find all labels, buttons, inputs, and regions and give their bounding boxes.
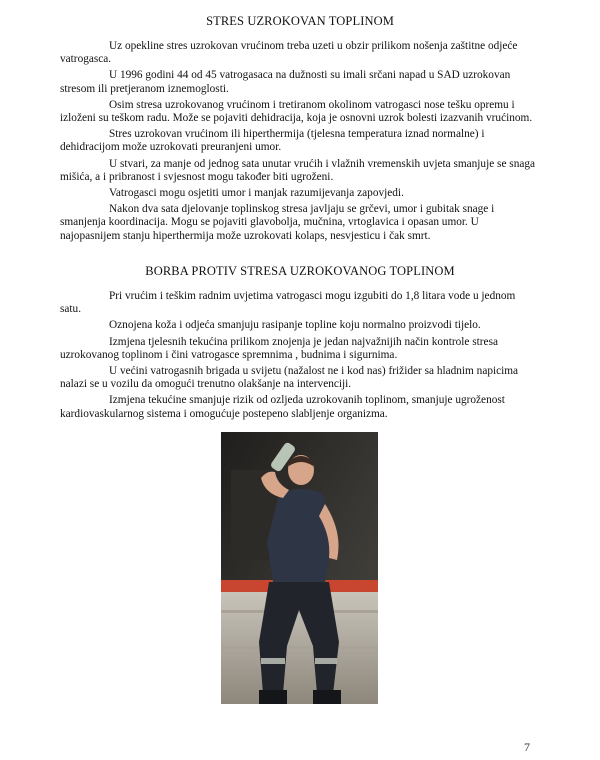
paragraph: U većini vatrogasnih brigada u svijetu (nažalost ne i kod nas) frižider sa hladnim napicima nalazi se u vozilu da omogući trenutno olakšanje na intervenciji. xyxy=(60,365,519,391)
paragraph: Osim stresa uzrokovanog vrućinom i tretiranom okolinom vatrogasci nose tešku opremu i izloženi su teškom radu. Može se pojaviti dehidracija, koja je osnovni uzrok bolesti izazvanih vrućinom. xyxy=(60,98,533,125)
paragraph: Stres uzrokovan vrućinom ili hiperthermija (tjelesna temperatura iznad normalne) i dehidracijom može uzrokovati preuranjeni umor. xyxy=(60,128,485,154)
paragraph: Nakon dva sata djelovanje toplinskog stresa javljaju se grčevi, umor i gubitak snage i smanjenja koordinacija. Mogu se pojaviti glavobolja, mučnina, vrtoglavica i opasan umor. U najopasnijem stanju hiperthermija može uzrokovati kolaps, nesvjesticu i čak smrt. xyxy=(60,203,495,242)
paragraph: U 1996 godini 44 od 45 vatrogasaca na dužnosti su imali srčani napad u SAD uzrokovan stresom ili pretjeranom iznemoglosti. xyxy=(60,69,511,95)
paragraph: Pri vrućim i teškim radnim uvjetima vatrogasci mogu izgubiti do 1,8 litara vode u jednom satu. xyxy=(60,290,516,316)
paragraph: Vatrogasci mogu osjetiti umor i manjak razumijevanja zapovjedi. xyxy=(109,187,404,200)
photo-illustration xyxy=(221,432,378,704)
paragraph: Oznojena koža i odjeća smanjuju rasipanje topline koju normalno proizvodi tijelo. xyxy=(109,319,481,332)
section-title-heat-stress: STRES UZROKOVAN TOPLINOM xyxy=(206,14,394,28)
page-number: 7 xyxy=(524,740,530,754)
paragraph: Uz opekline stres uzrokovan vrućinom treba uzeti u obzir prilikom nošenja zaštitne odjeće vatrogasca. xyxy=(60,40,518,66)
paragraph: Izmjena tekućine smanjuje rizik od ozljeda uzrokovanih toplinom, smanjuje ugroženost kardiovaskularnog sistema i omogućuje postepeno slabljenje organizma. xyxy=(60,394,505,420)
paragraph: Izmjena tjelesnih tekućina prilikom znojenja je jedan najvažnijih način kontrole stresa uzrokovanog toplinom i čini vatrogasce spremnima , budnima i sigurnima. xyxy=(60,335,498,361)
section-body-heat-stress xyxy=(60,40,538,246)
paragraph: U stvari, za manje od jednog sata unutar vrućih i vlažnih vremenskih uvjeta smanjuje se snaga mišića, a i pribranost i svjesnost mogu također biti ugroženi. xyxy=(60,157,536,183)
section-body-fighting-heat-stress xyxy=(60,290,538,424)
firefighter-drinking-photo xyxy=(221,432,378,704)
section-title-fighting-heat-stress: BORBA PROTIV STRESA UZROKOVANOG TOPLINOM xyxy=(145,264,455,278)
